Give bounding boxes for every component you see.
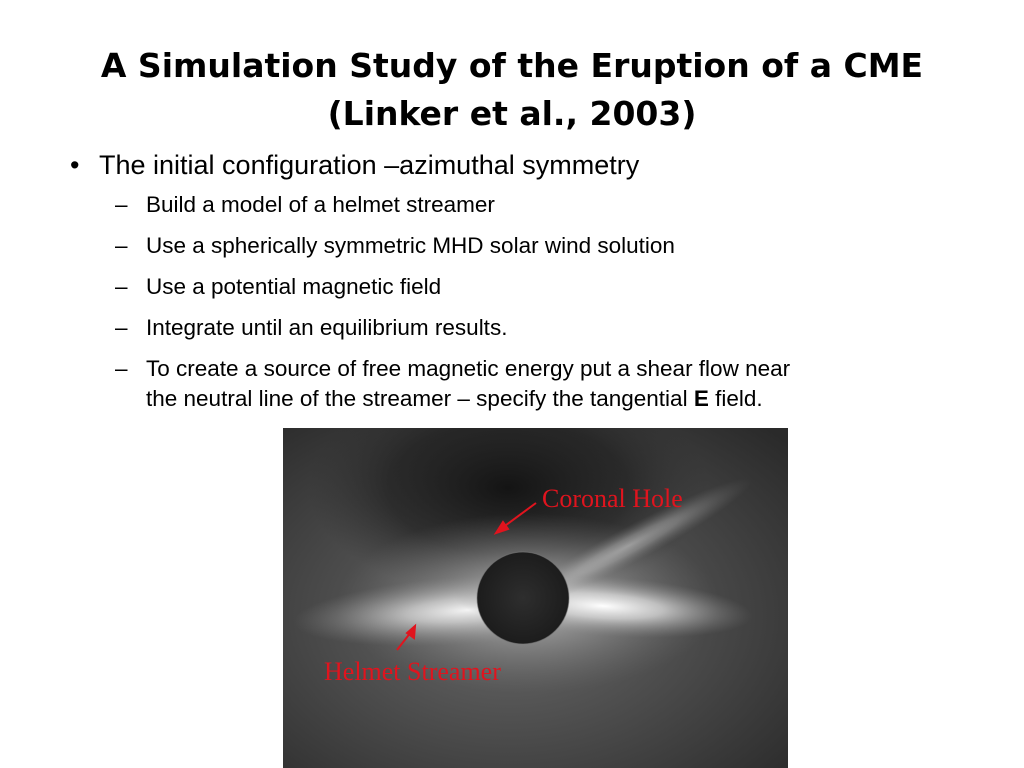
sub-bullet-item xyxy=(70,272,990,302)
electric-field-symbol: E xyxy=(693,386,709,411)
coronal-hole-label: Coronal Hole xyxy=(542,484,683,513)
sub-bullet-item xyxy=(70,190,990,220)
dash-marker: – xyxy=(115,315,128,340)
slide-title xyxy=(0,42,1024,138)
sub-bullet-text-line-2-end: field. xyxy=(715,386,763,411)
dash-marker: – xyxy=(115,356,128,381)
sub-bullet-text-line-1: To create a source of free magnetic energy put a shear flow near xyxy=(146,356,791,381)
sub-bullet-text: Use a spherically symmetric MHD solar wind solution xyxy=(146,233,675,258)
sub-bullet-text: Use a potential magnetic field xyxy=(146,274,442,299)
corona-simulation-image xyxy=(283,428,788,768)
dash-marker: – xyxy=(115,192,128,217)
sub-bullet-item xyxy=(70,354,990,414)
bullet-list xyxy=(70,146,990,425)
title-line-1: A Simulation Study of the Eruption of a CME xyxy=(100,46,924,85)
bullet-marker: • xyxy=(70,150,80,180)
bullet-item-main xyxy=(70,146,990,184)
dash-marker: – xyxy=(115,233,128,258)
corona-image-drawing xyxy=(283,428,788,768)
sub-bullet-text-line-2: the neutral line of the streamer – specify the tangential xyxy=(146,386,688,411)
title-line-2: (Linker et al., 2003) xyxy=(327,94,697,133)
helmet-streamer-label: Helmet Streamer xyxy=(324,657,501,686)
bullet-text: The initial configuration –azimuthal symmetry xyxy=(99,150,640,180)
sub-bullet-text: Integrate until an equilibrium results. xyxy=(146,315,508,340)
sub-bullet-item xyxy=(70,231,990,261)
sub-bullet-text: Build a model of a helmet streamer xyxy=(146,192,495,217)
dash-marker: – xyxy=(115,274,128,299)
sub-bullet-item xyxy=(70,313,990,343)
